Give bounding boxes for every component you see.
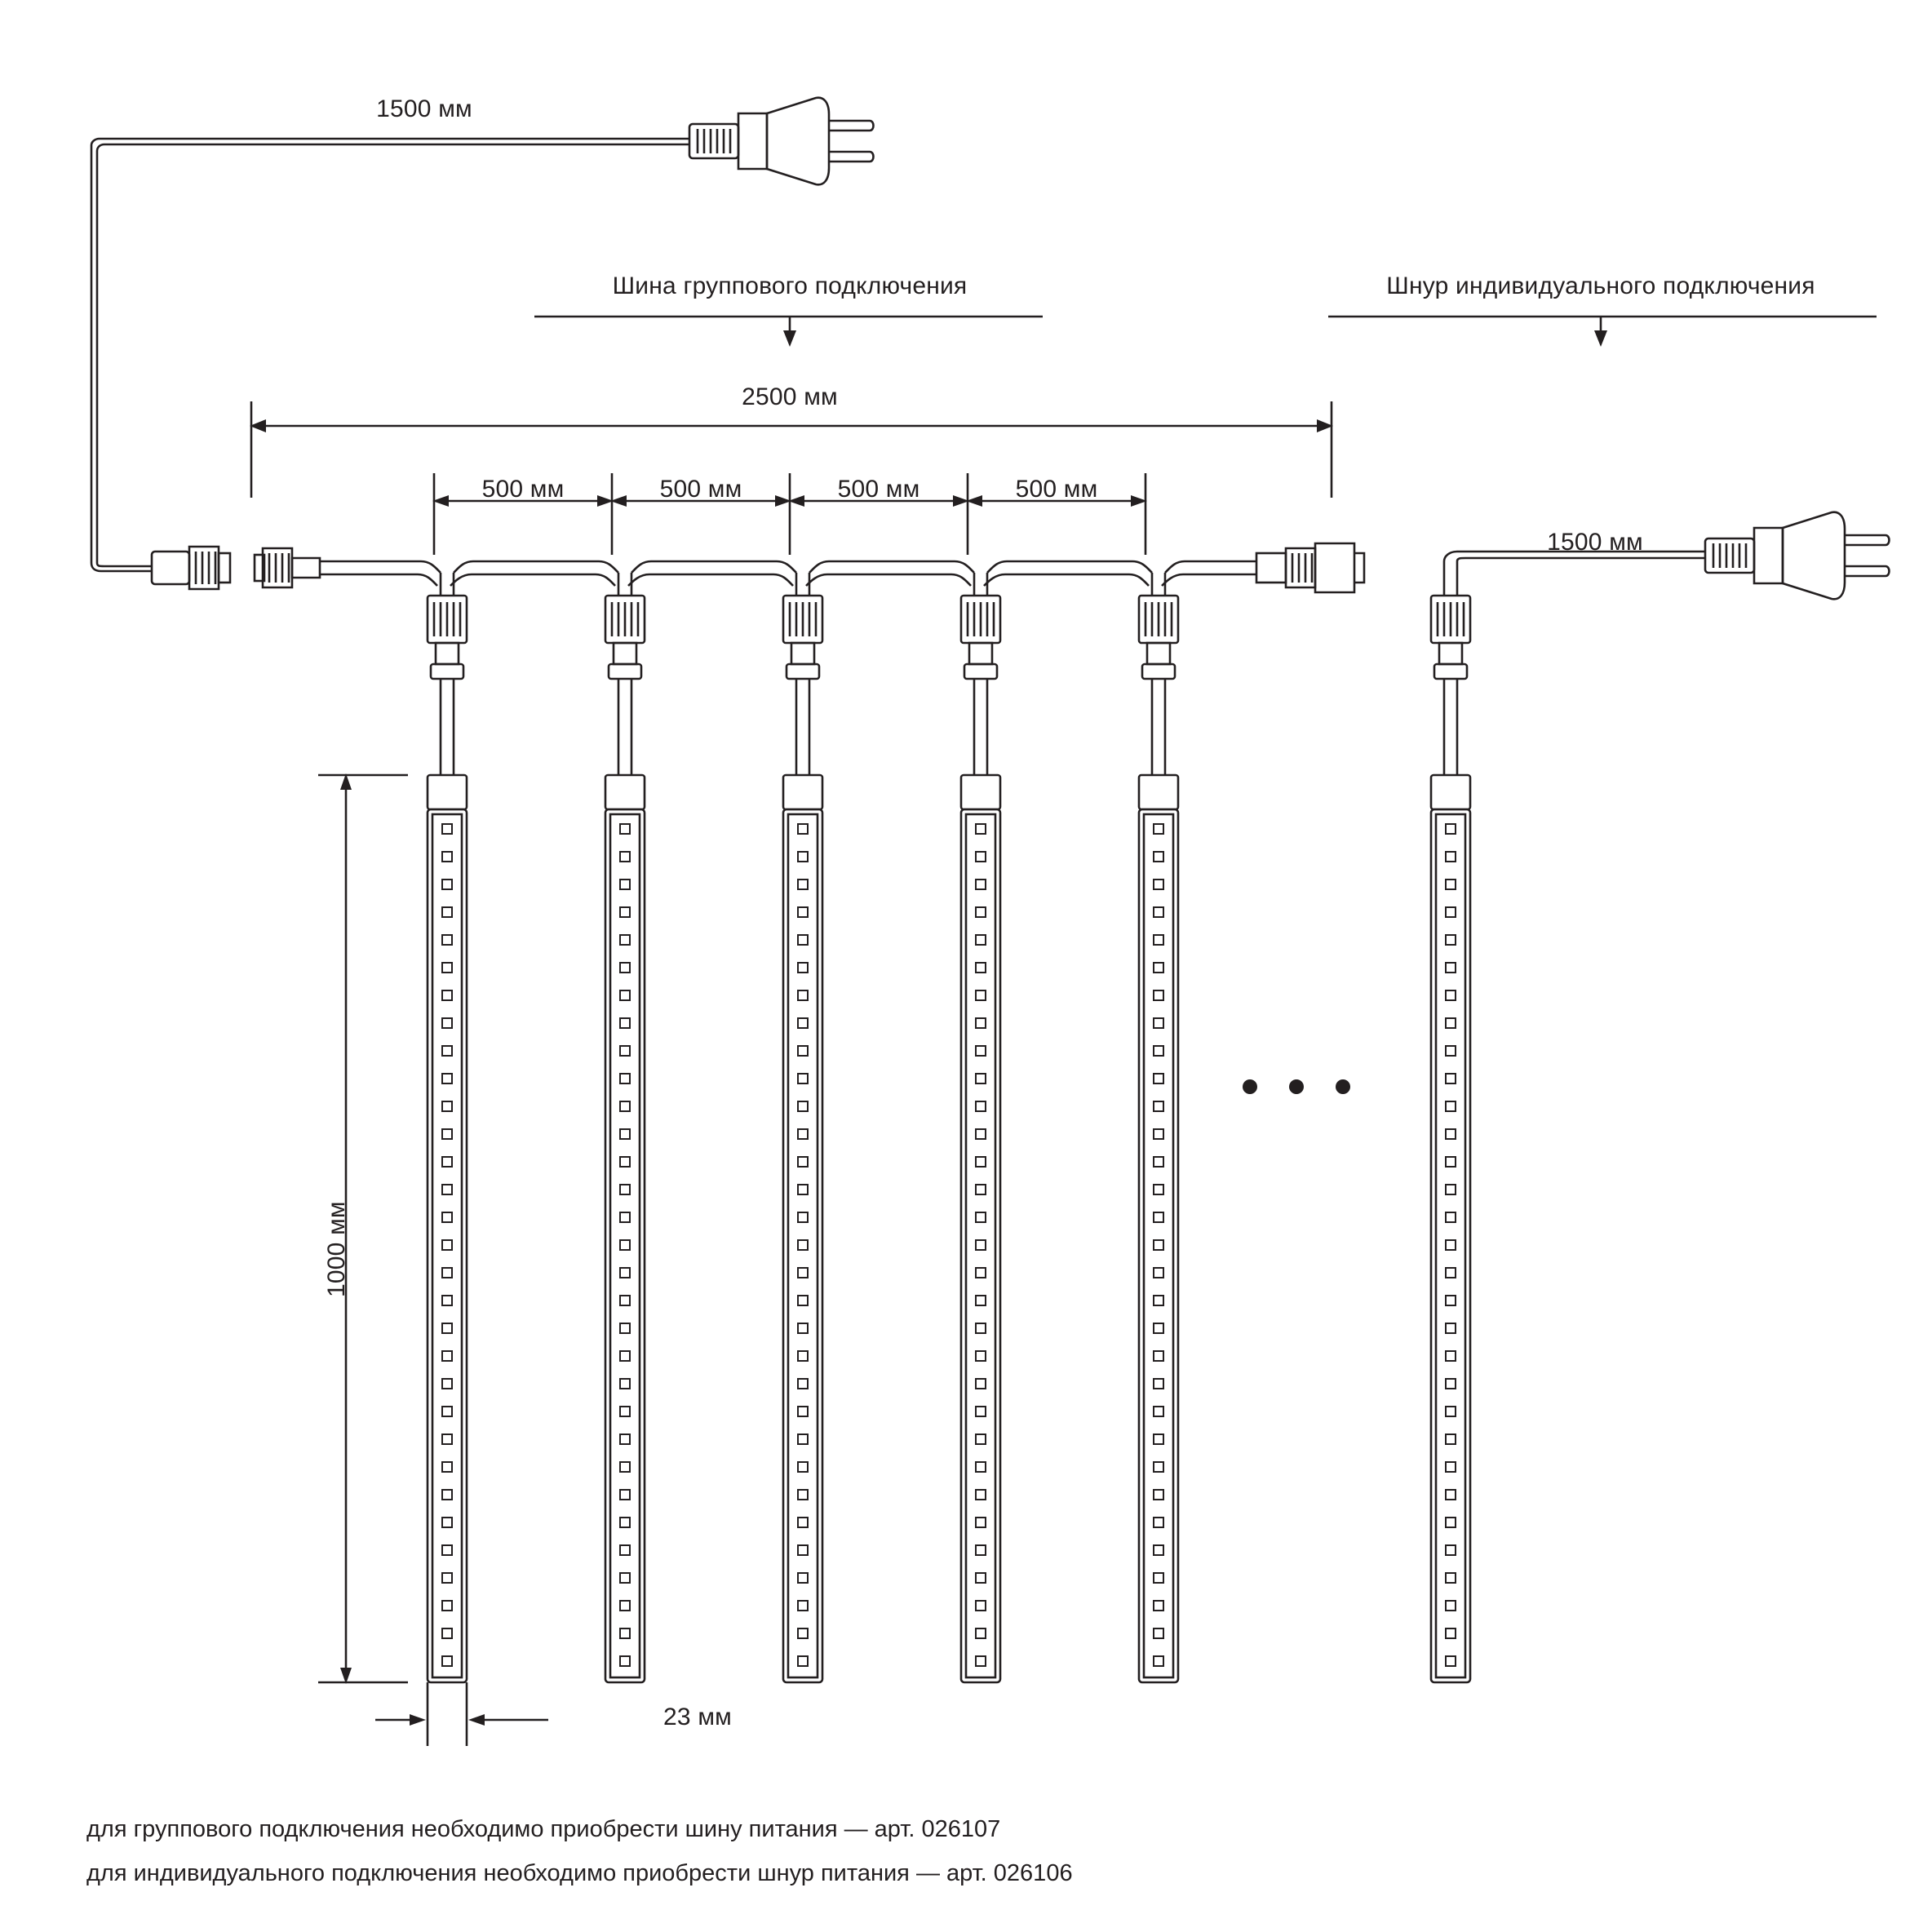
- label-tube-height: 1000 мм: [323, 1201, 350, 1297]
- dim-total-span: [250, 401, 1333, 498]
- label-total-span: 2500 мм: [742, 383, 838, 410]
- bus-left-connector: [152, 547, 320, 589]
- individual-plug: [1705, 512, 1890, 600]
- drop-assembly-1: [428, 573, 467, 1682]
- dim-tube-width: [375, 1682, 548, 1746]
- note-individual-connection: для индивидуального подключения необходимо приобрести шнур питания — арт. 026106: [86, 1860, 1073, 1886]
- individual-cord-assembly: [1431, 552, 1705, 1682]
- label-segment-4: 500 мм: [1015, 476, 1098, 503]
- label-cord-title: Шнур индивидуального подключения: [1386, 273, 1815, 299]
- ellipsis-dots: [1243, 1079, 1350, 1094]
- note-group-connection: для группового подключения необходимо приобрести шину питания — арт. 026107: [86, 1816, 1001, 1842]
- drop-assembly-3: [783, 573, 822, 1682]
- label-segment-1: 500 мм: [481, 476, 565, 503]
- label-bus-title: Шина группового подключения: [612, 273, 968, 299]
- callout-cord: [1328, 317, 1877, 347]
- label-right-cord-length: 1500 мм: [1547, 529, 1643, 556]
- label-top-cord-length: 1500 мм: [376, 95, 472, 122]
- bus-right-connector: [1256, 543, 1364, 592]
- label-segment-2: 500 мм: [659, 476, 742, 503]
- drop-assembly-2: [605, 573, 645, 1682]
- top-power-cord: [91, 139, 689, 571]
- callout-bus: [534, 317, 1043, 347]
- label-segment-3: 500 мм: [837, 476, 920, 503]
- drop-assembly-4: [961, 573, 1000, 1682]
- label-tube-width: 23 мм: [663, 1704, 732, 1730]
- drop-assembly-5: [1139, 573, 1178, 1682]
- top-plug: [689, 98, 874, 185]
- bus-cable: [320, 561, 1256, 586]
- led-dots: [442, 824, 1456, 1666]
